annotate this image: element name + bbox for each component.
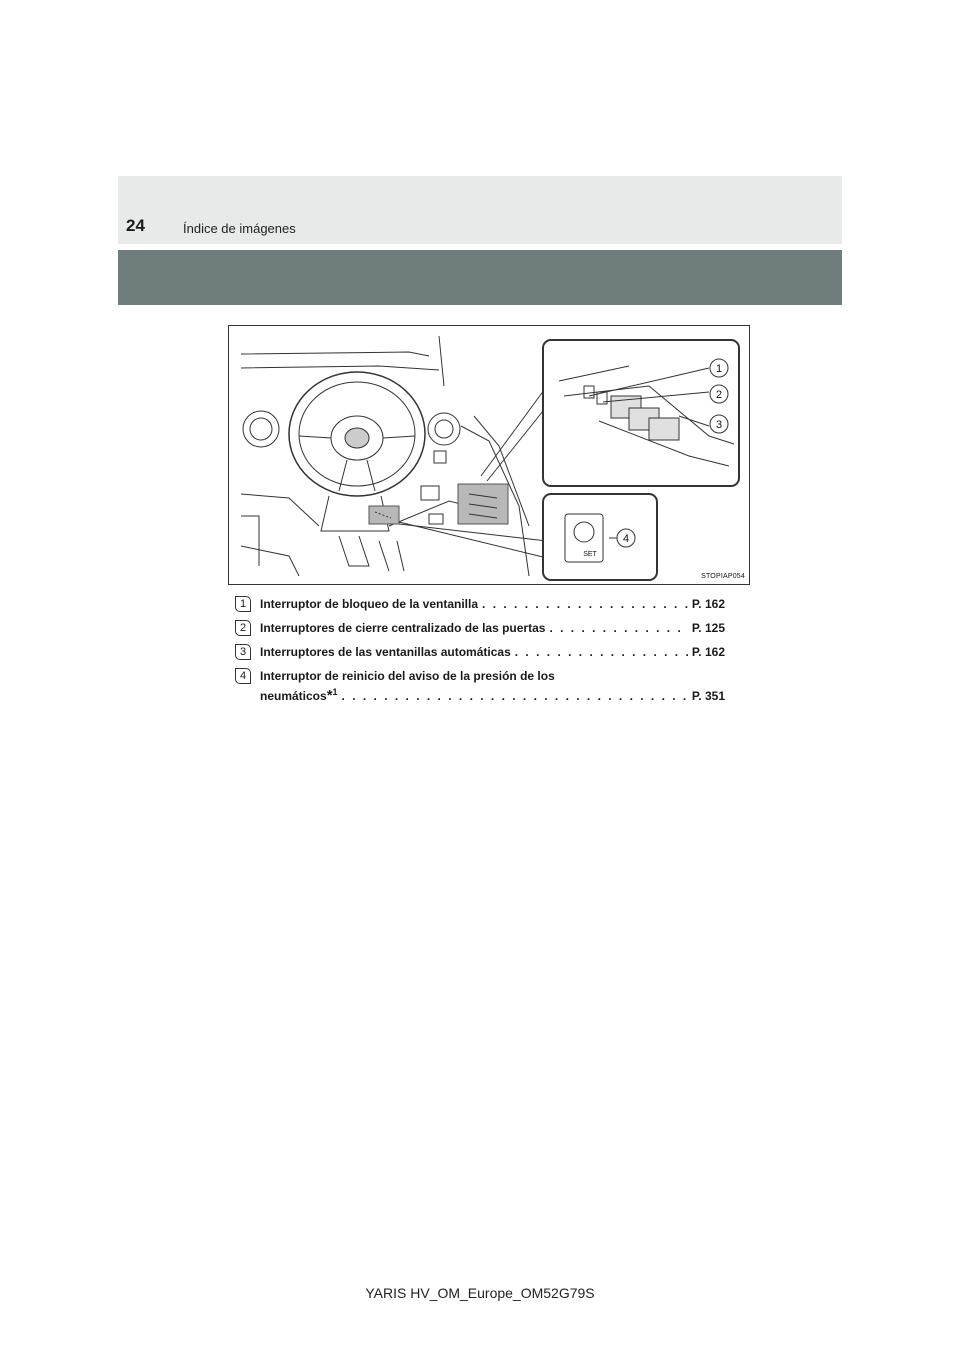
leader-dots [482, 597, 688, 611]
callout-3: 3 [715, 419, 723, 431]
section-title: Índice de imágenes [183, 221, 296, 236]
item-number-badge: 2 [235, 620, 251, 636]
item-label-text: neumáticos [260, 689, 327, 703]
page-reference[interactable]: P. 162 [691, 597, 725, 611]
page-reference[interactable]: P. 125 [691, 621, 725, 635]
item-label: Interruptor de bloqueo de la ventanilla [260, 597, 479, 611]
item-label: Interruptores de las ventanillas automáticas [260, 645, 511, 659]
page-reference[interactable]: P. 351 [691, 689, 725, 703]
dashboard-drawing [229, 326, 750, 585]
page-number: 24 [126, 216, 145, 235]
list-item [235, 595, 725, 619]
footnote-star: * [326, 687, 333, 704]
item-label: Interruptores de cierre centralizado de las puertas [260, 621, 546, 635]
dashboard-illustration [228, 325, 750, 585]
item-number-badge: 4 [235, 668, 251, 684]
callout-2: 2 [715, 389, 723, 401]
list-item [235, 619, 725, 643]
item-label-continued [260, 687, 338, 703]
page-reference[interactable]: P. 162 [691, 645, 725, 659]
callout-1: 1 [715, 363, 723, 375]
item-number-badge: 1 [235, 596, 251, 612]
footer-model-code: YARIS HV_OM_Europe_OM52G79S [365, 1285, 595, 1301]
callout-4: 4 [622, 533, 630, 545]
section-band [118, 250, 842, 305]
footnote-number: 1 [332, 687, 338, 697]
list-item [235, 643, 725, 667]
set-label: SET [583, 551, 597, 558]
leader-dots [515, 645, 688, 659]
leader-dots [342, 689, 688, 703]
figure-code: STOPIAP054 [701, 573, 745, 580]
item-list [235, 595, 725, 707]
item-number-badge: 3 [235, 644, 251, 660]
list-item [235, 667, 725, 707]
item-label: Interruptor de reinicio del aviso de la presión de los [260, 669, 555, 683]
leader-dots [549, 621, 687, 635]
